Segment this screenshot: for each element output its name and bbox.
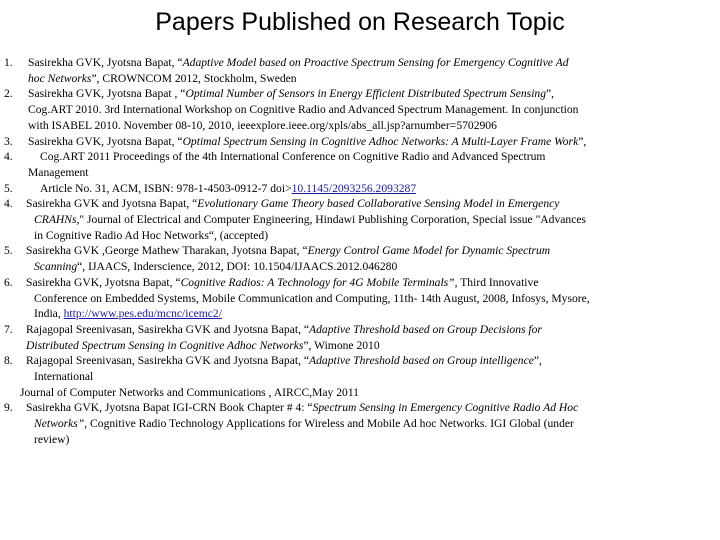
paper-title: Evolutionary Game Theory based Collaborative Sensing Model in Emergency <box>197 197 560 211</box>
conference-link[interactable]: http://www.pes.edu/mcnc/icemc2/ <box>63 307 222 321</box>
list-item: 2. Sasirekha GVK, Jyotsna Bapat , “Optimal Number of Sensors in Energy Efficient Distributed Spectrum Sensing”, Cog.ART 2010. 3rd International Workshop on Cognitive Radio and Advanced Spectrum Management. In conjunction with ISABEL 2010. November 08-10, 2010, ieeexplore.ieee.org/xpls/abs_all.jsp?arnumber=5702906 <box>0 86 720 133</box>
list-item: 1. Sasirekha GVK, Jyotsna Bapat, “Adaptive Model based on Proactive Spectrum Sensing for Emergency Cognitive Ad hoc Networks”, CROWNCOM 2012, Stockholm, Sweden <box>0 55 720 86</box>
list-item: 5. Sasirekha GVK ,George Mathew Tharakan, Jyotsna Bapat, “Energy Control Game Model for Dynamic Spectrum Scanning“, IJAACS, Inderscience, 2012, DOI: 10.1504/IJAACS.2012.046280 <box>0 243 720 274</box>
list-item: 9. Sasirekha GVK, Jyotsna Bapat IGI-CRN Book Chapter # 4: “Spectrum Sensing in Emergency Cognitive Radio Ad Hoc Networks”, Cognitive Radio Technology Applications for Wireless and Mobile Ad hoc Networks. IGI Global (under review) <box>0 400 720 447</box>
item-number: 9. <box>4 401 13 415</box>
item-number: 5. <box>4 244 13 258</box>
list-item: 4. Sasirekha GVK and Jyotsna Bapat, “Evolutionary Game Theory based Collaborative Sensing Model in Emergency CRAHNs," Journal of Electrical and Computer Engineering, Hindawi Publishing Corporation, Special issue "Advances in Cognitive Radio Ad Hoc Networks“, (accepted) <box>0 196 720 243</box>
paper-title-cont: hoc Networks <box>28 71 92 85</box>
paper-title-cont: CRAHNs <box>34 213 77 227</box>
item-number: 5. <box>4 181 13 195</box>
paper-title: Spectrum Sensing in Emergency Cognitive Radio Ad Hoc <box>312 401 579 415</box>
item-number: 1. <box>4 56 13 69</box>
reference-list <box>0 55 720 448</box>
paper-title: Energy Control Game Model for Dynamic Spectrum <box>307 244 551 258</box>
list-item: 4. Cog.ART 2011 Proceedings of the 4th International Conference on Cognitive Radio and Advanced Spectrum Management <box>0 149 720 180</box>
paper-title-cont: Distributed Spectrum Sensing in Cognitive Adhoc Networks <box>26 338 304 352</box>
paper-title: Adaptive Model based on Proactive Spectrum Sensing for Emergency Cognitive Ad <box>182 56 569 69</box>
paper-title: Optimal Spectrum Sensing in Cognitive Adhoc Networks: A Multi-Layer Frame Work <box>182 134 579 148</box>
paper-title: Cognitive Radios: A Technology for 4G Mobile Terminals” <box>180 275 455 289</box>
item-number: 2. <box>4 87 13 101</box>
page-title: Papers Published on Research Topic <box>155 8 565 36</box>
list-item: 3. Sasirekha GVK, Jyotsna Bapat, “Optimal Spectrum Sensing in Cognitive Adhoc Networks: A Multi-Layer Frame Work”, <box>0 134 720 150</box>
list-item: 6. Sasirekha GVK, Jyotsna Bapat, “Cognitive Radios: A Technology for 4G Mobile Terminals”, Third Innovative Conference on Embedded Systems, Mobile Communication and Computing, 11th- 14th August, 2008, Infosys, Mysore, India, http://www.pes.edu/mcnc/icemc2/ <box>0 275 720 322</box>
paper-title: Adaptive Threshold based on Group intelligence <box>309 354 534 368</box>
list-item: 7. Rajagopal Sreenivasan, Sasirekha GVK and Jyotsna Bapat, “Adaptive Threshold based on Group Decisions for Distributed Spectrum Sensing in Cognitive Adhoc Networks”, Wimone 2010 <box>0 322 720 353</box>
item-number: 6. <box>4 275 13 289</box>
list-item: 5. Article No. 31, ACM, ISBN: 978-1-4503-0912-7 doi>10.1145/2093256.2093287 <box>0 181 720 197</box>
paper-title-cont: Networks” <box>34 417 85 431</box>
item-number: 4. <box>4 150 13 164</box>
doi-link[interactable]: 10.1145/2093256.2093287 <box>291 181 417 195</box>
paper-title: Adaptive Threshold based on Group Decisions for <box>309 322 542 336</box>
paper-title-cont: Scanning <box>34 260 78 274</box>
paper-title: Optimal Number of Sensors in Energy Efficient Distributed Spectrum Sensing <box>185 87 547 101</box>
list-item: 8. Rajagopal Sreenivasan, Sasirekha GVK and Jyotsna Bapat, “Adaptive Threshold based on Group intelligence”, International Journal of Computer Networks and Communications , AIRCC,May 2011 <box>0 353 720 400</box>
item-number: 4. <box>4 197 13 211</box>
item-number: 3. <box>4 134 13 148</box>
item-number: 7. <box>4 322 13 336</box>
item-number: 8. <box>4 354 13 368</box>
